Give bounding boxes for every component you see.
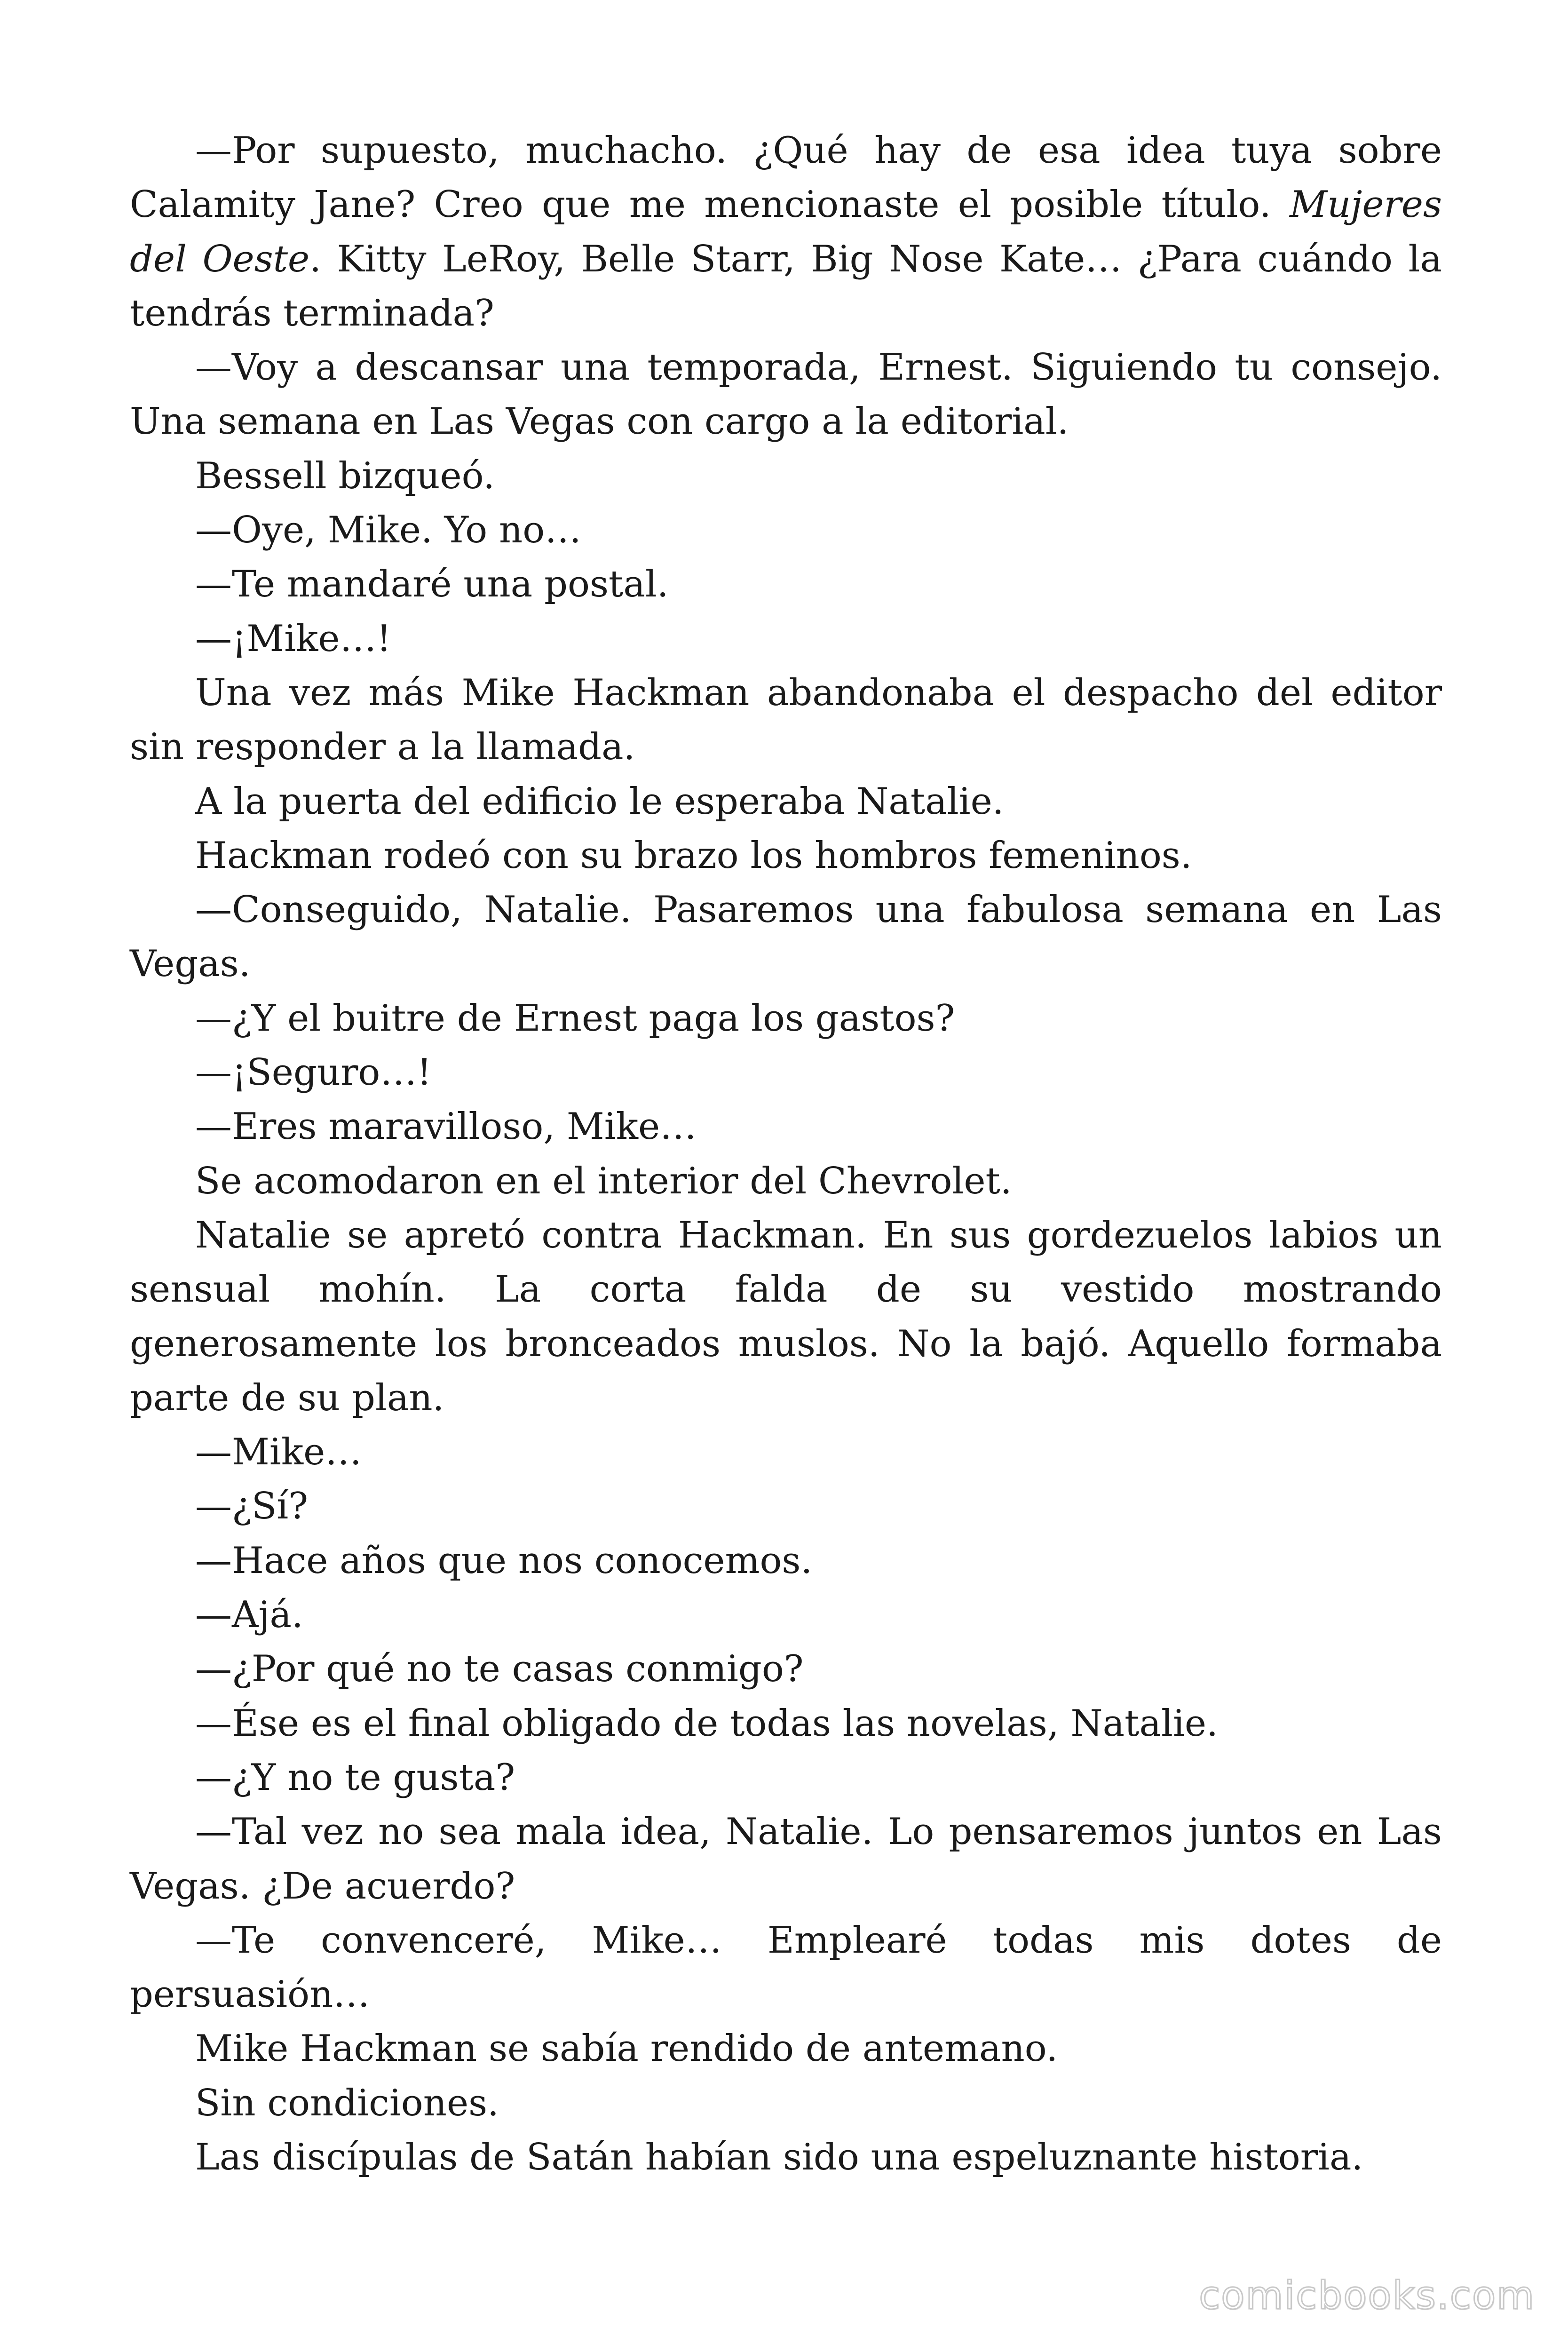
paragraph-text: —Por supuesto, muchacho. ¿Qué hay de esa idea tuya sobre Calamity Jane? Creo que me mencionaste el posible título. [130,129,1442,226]
paragraph: —Ése es el final obligado de todas las novelas, Natalie. [195,1702,1218,1745]
paragraph: A la puerta del edificio le esperaba Natalie. [195,780,1004,823]
paragraph: —¡Seguro…! [195,1051,432,1094]
paragraph: —Te convenceré, Mike… Emplearé todas mis dotes de persuasión… [130,1919,1442,2016]
paragraph [130,124,1442,341]
page-text [130,124,1442,2185]
paragraph: Natalie se apretó contra Hackman. En sus gordezuelos labios un sensual mohín. La corta falda de su vestido mostrando generosamente los bronceados muslos. No la bajó. Aquello formaba parte de su plan. [130,1214,1442,1419]
book-title-italic: Mujeres del Oeste [130,183,1442,280]
paragraph: —Ajá. [195,1594,303,1637]
paragraph: —Oye, Mike. Yo no… [195,509,582,552]
paragraph: —Voy a descansar una temporada, Ernest. Siguiendo tu consejo. Una semana en Las Vegas con cargo a la editorial. [130,346,1442,443]
paragraph: Se acomodaron en el interior del Chevrolet. [195,1160,1012,1202]
paragraph-text: . Kitty LeRoy, Belle Starr, Big Nose Kate… ¿Para cuándo la tendrás terminada? [130,238,1442,334]
paragraph: —Mike… [195,1431,362,1474]
paragraph: —Hace años que nos conocemos. [195,1539,813,1582]
paragraph: —¿Por qué no te casas conmigo? [195,1648,804,1691]
paragraph: —¿Y el buitre de Ernest paga los gastos? [195,997,955,1040]
paragraph: —Eres maravilloso, Mike… [195,1105,697,1148]
paragraph: —Tal vez no sea mala idea, Natalie. Lo pensaremos juntos en Las Vegas. ¿De acuerdo? [130,1811,1442,1907]
paragraph: Las discípulas de Satán habían sido una espeluznante historia. [195,2136,1363,2178]
watermark-logo: comicbooks.com [1199,2273,1535,2318]
paragraph: —¡Mike…! [195,617,391,660]
paragraph: Bessell bizqueó. [195,454,495,497]
paragraph: —Conseguido, Natalie. Pasaremos una fabulosa semana en Las Vegas. [130,889,1442,985]
paragraph: Mike Hackman se sabía rendido de antemano. [195,2027,1058,2070]
paragraph: Hackman rodeó con su brazo los hombros femeninos. [195,834,1192,877]
paragraph: Sin condiciones. [195,2082,499,2124]
paragraph: —¿Y no te gusta? [195,1756,515,1799]
paragraph: —¿Sí? [195,1485,309,1528]
paragraph: Una vez más Mike Hackman abandonaba el despacho del editor sin responder a la llamada. [130,671,1442,769]
paragraph: —Te mandaré una postal. [195,563,669,606]
